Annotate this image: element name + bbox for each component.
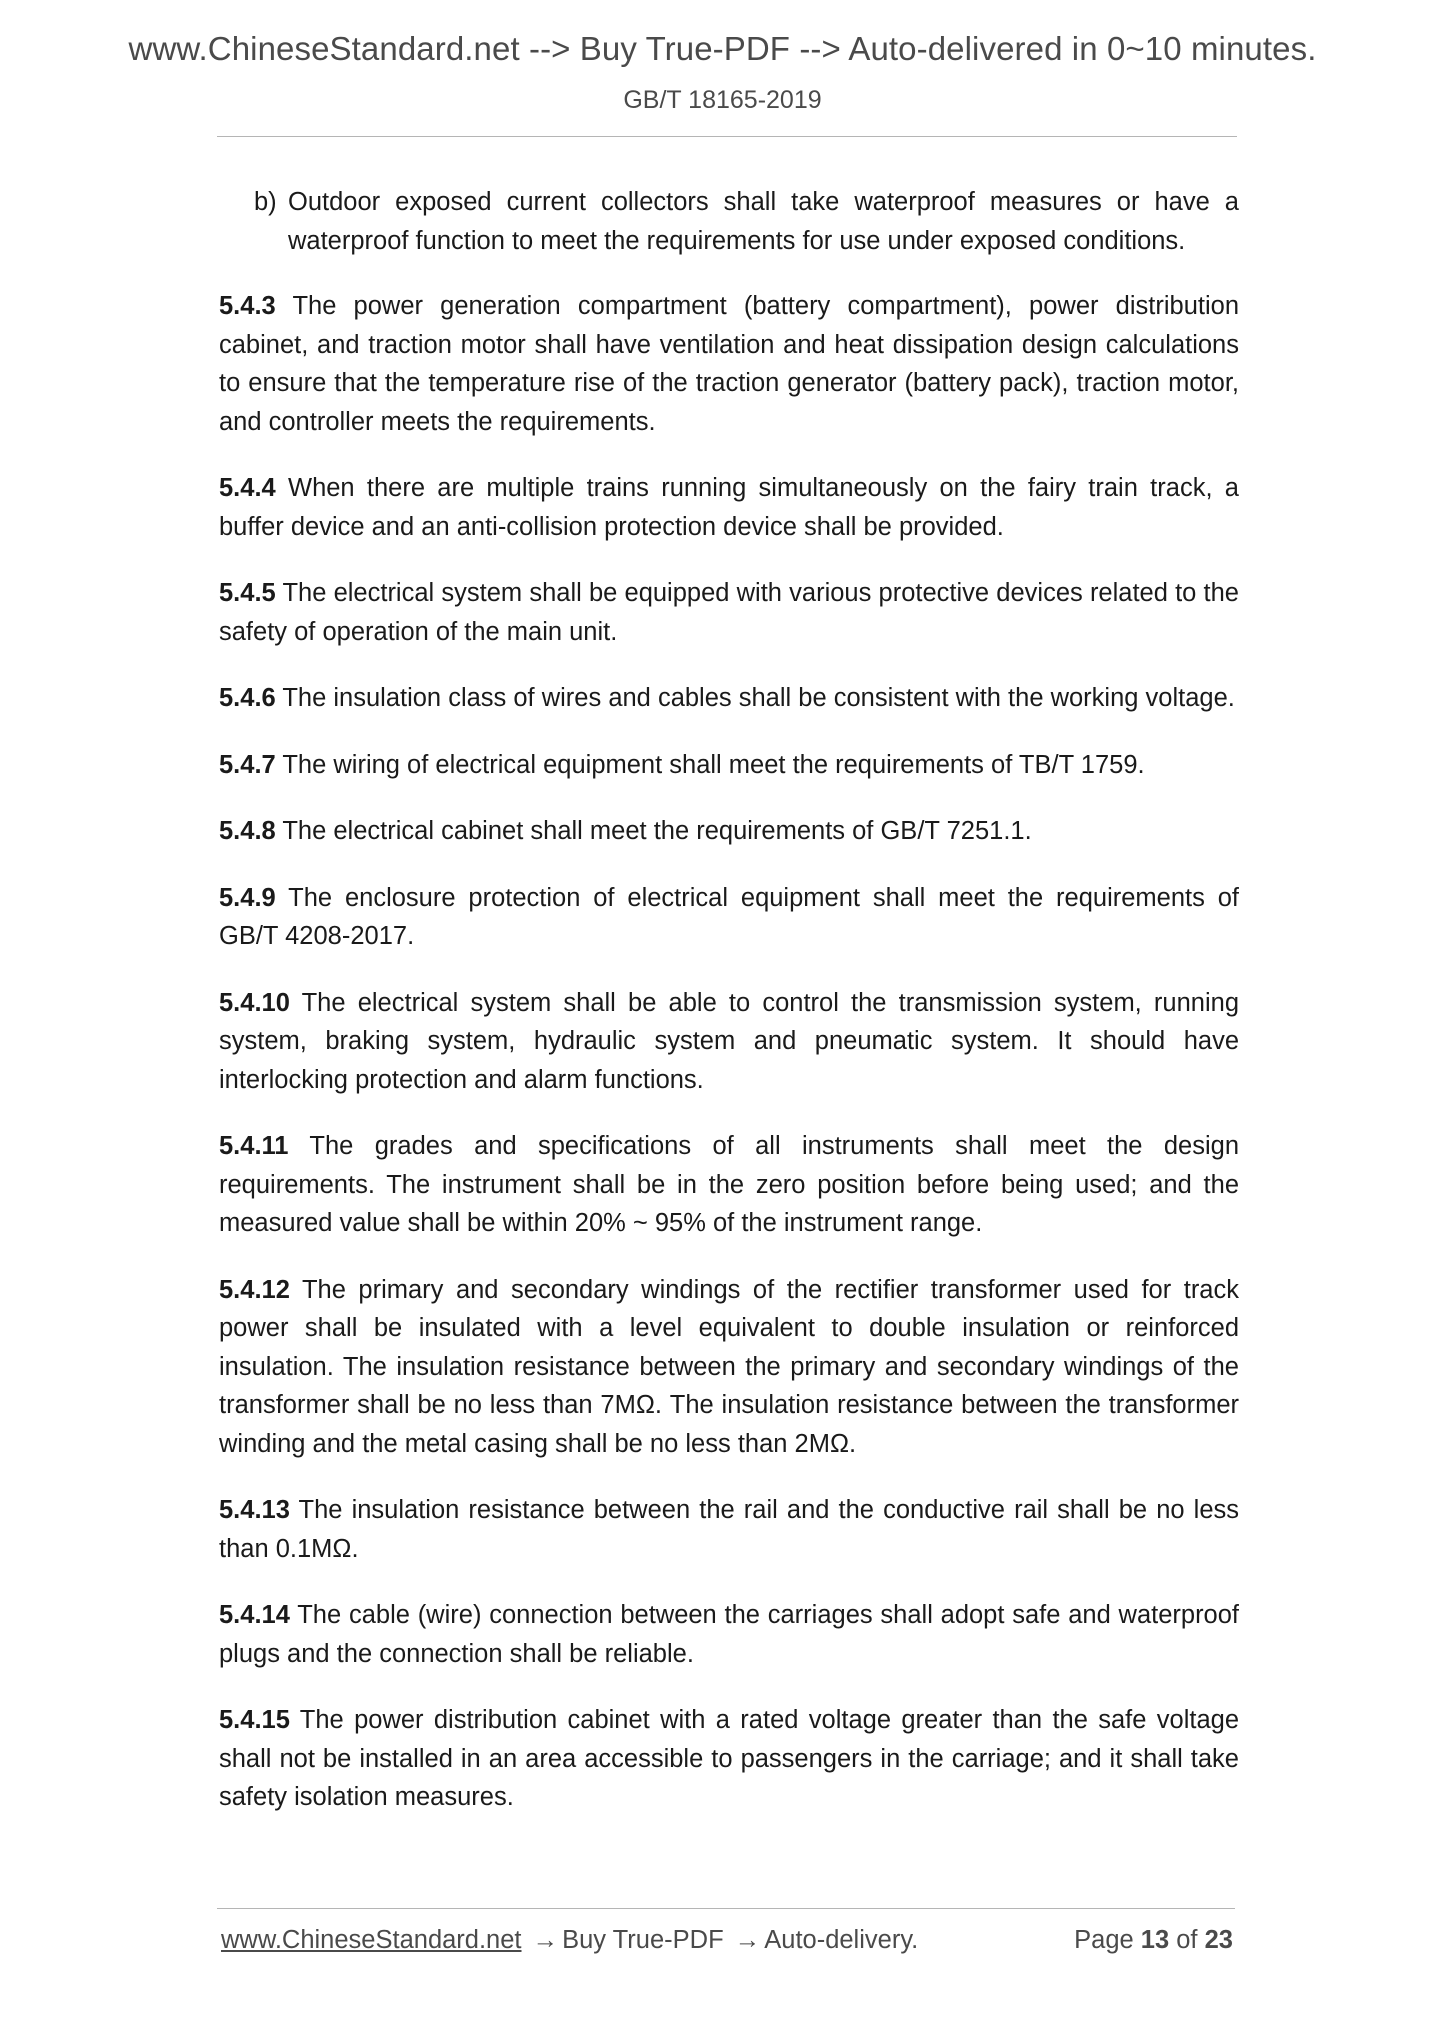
clause-5-4-8 [219,812,1239,851]
clause-text: The grades and specifications of all instruments shall meet the design requirements. The instrument shall be in the zero position before being used; and the measured value shall be within 20% ~ 95% of the instrument range. [219,1132,1239,1237]
clause-number: 5.4.15 [219,1706,290,1734]
clause-number: 5.4.5 [219,579,276,607]
page-indicator [1074,1926,1233,1955]
standard-code: GB/T 18165-2019 [623,86,822,114]
clause-number: 5.4.12 [219,1275,290,1304]
list-marker: b) [254,188,277,216]
clause-5-4-5 [219,574,1239,651]
clause-5-4-12 [219,1271,1239,1464]
clause-text: The insulation class of wires and cables shall be consistent with the working voltage. [282,684,1235,712]
footer-left [221,1926,918,1955]
clause-5-4-10 [219,984,1239,1100]
clause-text: The enclosure protection of electrical equipment shall meet the requirements of GB/T 4208-2017. [219,883,1239,950]
clause-5-4-9 [219,879,1239,956]
clause-text: The electrical system shall be equipped with various protective devices related to the safety of operation of the main unit. [219,579,1239,646]
header-divider [217,136,1237,137]
clause-5-4-15 [219,1701,1239,1817]
arrow-right-icon: → [734,1926,761,1954]
list-item-b [219,183,1239,260]
footer-site-link[interactable]: www.ChineseStandard.net [221,1926,522,1954]
arrow-right-icon: → [532,1926,559,1954]
clause-number: 5.4.3 [219,292,276,320]
clause-text: The wiring of electrical equipment shall meet the requirements of TB/T 1759. [282,750,1145,779]
clause-text: When there are multiple trains running simultaneously on the fairy train track, a buffer device and an anti-collision protection device shall be provided. [219,474,1239,541]
document-body [219,183,1239,1845]
clause-number: 5.4.10 [219,988,290,1017]
clause-number: 5.4.11 [219,1132,289,1160]
list-item-text: Outdoor exposed current collectors shall take waterproof measures or have a waterproof function to meet the requirements for use under exposed conditions. [288,188,1239,255]
clause-number: 5.4.7 [219,750,276,779]
clause-5-4-11 [219,1127,1239,1243]
clause-text: The power distribution cabinet with a rated voltage greater than the safe voltage shall not be installed in an area accessible to passengers in the carriage; and it shall take safety isolation measures. [219,1706,1240,1811]
clause-text: The electrical cabinet shall meet the requirements of GB/T 7251.1. [282,817,1032,845]
clause-5-4-4 [219,469,1239,546]
clause-text: The electrical system shall be able to control the transmission system, running system, braking system, hydraulic system and pneumatic system. It should have interlocking protection and alarm functions. [219,988,1239,1094]
clause-5-4-13 [219,1491,1239,1568]
footer-divider [217,1908,1235,1909]
clause-text: The primary and secondary windings of the rectifier transformer used for track power shall be insulated with a level equivalent to double insulation or reinforced insulation. The insulation resistance between the primary and secondary windings of the transformer shall be no less than 7MΩ. The insulation resistance between the transformer winding and the metal casing shall be no less than 2MΩ. [219,1275,1239,1458]
clause-text: The power generation compartment (battery compartment), power distribution cabinet, and traction motor shall have ventilation and heat dissipation design calculations to ensure that the temperature rise of the traction generator (battery pack), traction motor, and controller meets the requirements. [219,292,1239,436]
clause-text: The insulation resistance between the rail and the conductive rail shall be no less than 0.1MΩ. [219,1496,1239,1563]
footer-buy-text: Buy True-PDF [562,1926,724,1954]
clause-number: 5.4.13 [219,1496,290,1524]
clause-5-4-7 [219,746,1239,785]
clause-number: 5.4.4 [219,474,276,502]
header-banner: www.ChineseStandard.net --> Buy True-PDF --> Auto-delivered in 0~10 minutes. [128,30,1317,67]
footer-delivery-text: Auto-delivery. [764,1926,919,1954]
clause-number: 5.4.6 [219,684,276,712]
clause-5-4-3 [219,287,1239,441]
page-label: Page [1074,1926,1134,1954]
page-current: 13 [1140,1926,1170,1954]
clause-5-4-6 [219,679,1239,718]
clause-number: 5.4.14 [219,1601,290,1629]
page-total: 23 [1204,1926,1233,1954]
clause-5-4-14 [219,1596,1239,1673]
clause-number: 5.4.8 [219,817,276,845]
page-of-label: of [1176,1926,1198,1954]
clause-text: The cable (wire) connection between the carriages shall adopt safe and waterproof plugs and the connection shall be reliable. [219,1601,1240,1668]
clause-number: 5.4.9 [219,883,276,912]
